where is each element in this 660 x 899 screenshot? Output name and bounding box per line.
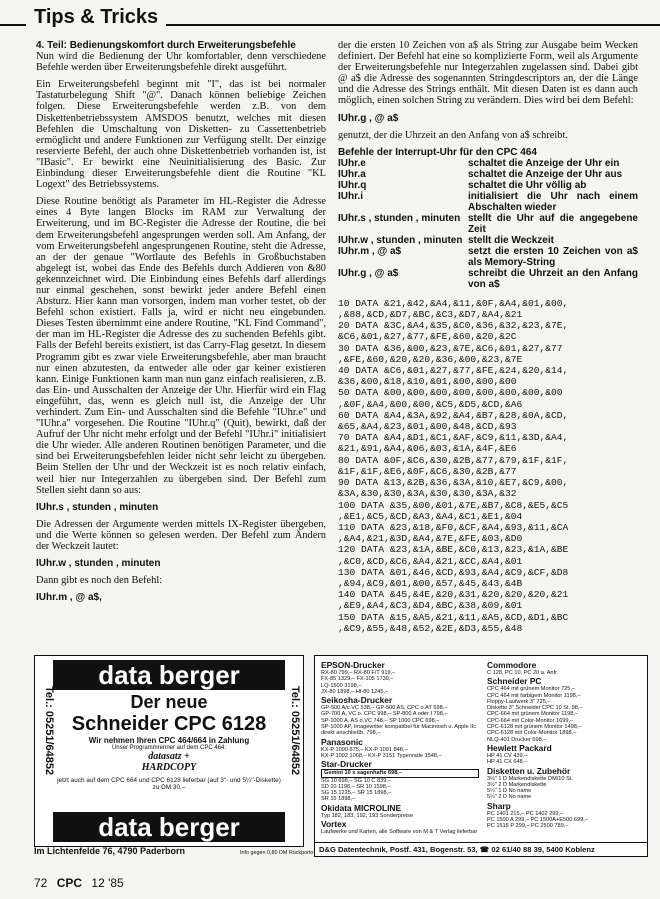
command-example: IUhr.g , @ a$ xyxy=(338,112,399,124)
advert-price-line: LQ-1500 3198,– xyxy=(321,682,362,689)
advert-price-line: SG 15 1225,– SR 15 1898,– xyxy=(321,790,392,797)
advert-price-line: SP-1000 A, AS o.VC 748,– SP 1000 CPC 698,– xyxy=(321,717,440,724)
advert-phone-left: Tel.: 05251/64852 xyxy=(43,686,55,776)
advert-price-line: HP 41 CV 439,– xyxy=(487,752,528,759)
advert-category: Sharp xyxy=(487,800,511,811)
advert-price-line: CPC-664 mit Color-Monitor 1699,– xyxy=(487,717,574,724)
advert-phone-right: Tel.: 05251/64852 xyxy=(289,686,301,776)
command-name: IUhr.w , stunden , minuten xyxy=(338,234,463,246)
paragraph: Die Adressen der Argumente werden mittels IX-Register übergeben, und die Werte können so gelesen werden. Der Befehl zum Ändern der Weckzeit lautet: xyxy=(36,518,326,553)
advert-price-line: 5¼" 2 D No name xyxy=(487,794,532,801)
advert-line: jetzt auch auf dem CPC 664 und CPC 6128 lieferbar (auf 3"- und 5¼"-Diskette) zu DM 30,– xyxy=(57,777,281,791)
dg-datentechnik-advert xyxy=(314,655,648,857)
basic-listing: 10 DATA &21,&42,&A4,&11,&0F,&A4,&01,&00, ,&88,&CD,&D7,&BC,&C3,&D7,&A4,&21 20 DATA &3C,&A4,&35,&C0,&36,&32,&23,&7E, &C6,&01,&27,&77,&FE,&60,&20,&2C 30 DATA &36,&00,&23,&7E,&C6,&01,&27,&77 ,&FE,&60,&20,&20,&36,&00,&23,&7E 40 DATA &C6,&01,&27,&77,&FE,&24,&20,&14, &36,&00,&18,&10,&01,&00,&00,&00 50 DATA &00,&00,&00,&00,&00,&00,&00,&00 ,&0F,&A4,&00,&00,&C5,&D5,&CD,&A6 60 DATA &A4,&3A,&92,&A4,&B7,&28,&0A,&CD, &65,&A4,&23,&01,&00,&48,&CD,&93 70 DATA &A4,&D1,&C1,&AF,&C9,&11,&3D,&A4, &21,&91,&A4,&06,&03,&1A,&4F,&E6 80 DATA &0F,&C6,&30,&2B,&77,&79,&1F,&1F, &1F,&1F,&E6,&0F,&C6,&30,&2B,&77 90 DATA &13,&2B,&36,&3A,&10,&E7,&C9,&00, &3A,&30,&30,&3A,&30,&30,&3A,&32 100 DATA &35,&00,&01,&7E,&B7,&C8,&E5,&C5 ,&E1,&C5,&CD,&A3,&A4,&C1,&E1,&04 110 DATA &23,&18,&F0,&CF,&A4,&93,&11,&CA ,&A4,&21,&3D,&A4,&7E,&FE,&03,&D0 120 DATA &23,&1A,&BE,&C0,&13,&23,&1A,&BE ,&C0,&CD,&C6,&A4,&21,&CC,&A4,&01 130 DATA &01,&46,&CD,&93,&A4,&C9,&CF,&D8 ,&94,&C9,&01,&00,&57,&45,&43,&4B 140 DATA &45,&4E,&20,&31,&20,&20,&20,&21 ,&E9,&A4,&C3,&D4,&BC,&38,&09,&01 150 DATA &15,&A5,&21,&11,&A5,&CD,&D1,&BC ,&C9,&55,&48,&52,&2E,&D3,&55,&48 xyxy=(338,297,569,634)
section-title: Tips & Tricks xyxy=(26,6,166,29)
advert-category: Hewlett Packard xyxy=(487,742,552,753)
advert-category: Schneider PC xyxy=(487,676,542,687)
command-description: schaltet die Anzeige der Uhr ein xyxy=(468,157,620,169)
advert-price-line: NLQ-401 Drucker 698,– xyxy=(487,736,547,743)
advert-category: Vortex xyxy=(321,819,347,830)
advert-footer: D&G Datentechnik, Postf. 431, Bogenstr. 53, ☎ 02 61/40 88 39, 5400 Koblenz xyxy=(315,842,647,856)
command-name: IUhr.s , stunden , minuten xyxy=(338,212,461,224)
advert-price-line: GP-500 A/c.VC 538,– GP-500 AS, CPC o.AT 598,– xyxy=(321,705,448,712)
advert-body xyxy=(57,692,281,791)
advert-category: Panasonic xyxy=(321,736,363,747)
advert-price-line: Floppy-Laufwerk 3" 725,– xyxy=(487,698,551,705)
magazine-name: CPC xyxy=(56,876,83,890)
article-heading: 4. Teil: Bedienungskomfort durch Erweiterungsbefehle xyxy=(36,40,296,51)
command-name: IUhr.e xyxy=(338,157,366,169)
advert-price-line: Laufwerke und Karten, alle Software von M & T Verlag lieferbar xyxy=(321,829,478,836)
paragraph: Dann gibt es noch den Befehl: xyxy=(36,575,163,587)
advert-category: Seikosha-Drucker xyxy=(321,695,393,706)
advert-price-line: GP-700 A, VC o. CPC 998,– SP-800 A oder I 798,– xyxy=(321,711,448,718)
advert-category: Commodore xyxy=(487,660,537,670)
advert-category: Disketten u. Zubehör xyxy=(487,765,571,776)
advert-price-line: CPC-6128 mit grünem Monitor 1498,– xyxy=(487,724,582,731)
advert-price-line: CPC 464 mit grünem Monitor 725,– xyxy=(487,686,575,693)
advert-price-line: 3½" 1 D Markendiskette DM/10 St. xyxy=(487,775,573,782)
command-table-heading: Befehle der Interrupt-Uhr für den CPC 464 xyxy=(338,146,537,158)
advert-price-line: RX-80 799,– RX-80 F/T 919,– xyxy=(321,670,396,676)
command-name: IUhr.a xyxy=(338,168,366,180)
advert-price-line: SP-1000 AP, Imagewriter kompatibel für Macintosh u. Apple IIc direkt anschließb. 798,– xyxy=(321,724,477,737)
command-description: stellt die Weckzeit xyxy=(468,234,554,246)
advert-price-line: FX-85 1329,– FX-105 1739,– xyxy=(321,676,394,683)
advert-price-line: CPC 464 mit farbigem Monitor 1198,– xyxy=(487,692,581,699)
paragraph: Ein Erweiterungsbefehl beginnt mit "I", das ist bei normaler Tastaturbelegung Shift "@". Danach können beliebige Zeichen folgen. Diese Erweiterungsbefehle werden z.B. von dem Diskettenbetriebssystem AMSDOS benutzt, welches mit diesen Befehlen die Umschaltung von Disketten- zu Cassettenbetrieb ermöglicht und andere Funktionen zur Verfügung stellt. Der einzige reservierte Befehl, der auch ohne Diskettenbetrieb vorhanden ist, ist "IBasic". Er bewirkt eine Neuinitialisierung des Basic. Zur Einbindung dieser Erweiterungsbefehle dient die Routine "KL Logext" des Betriebssystems. xyxy=(36,79,326,191)
advert-brand-bottom: data berger xyxy=(53,812,285,842)
advert-price-line: Diskette 3" Schneider CPC 10 St. 98,– xyxy=(487,705,583,712)
paragraph: Diese Routine benötigt als Parameter im HL-Register die Adresse eines 4 Byte langen Blocks im RAM zur Verwaltung der Erweiterung, und im BC-Register die Adresse der Routine, die bei dem Erweiterungsbefehl angesprungen werden soll. Am Anfang, der vom Erweiterungsbefehl angesprungenen Routine, steht die Adresse, an der der genaue "Wortlaute des Befehls in Großbuchstaben abgelegt ist, wobei das Ende des Befehls durch Addieren von &80 gekennzeichnet wird. Die Einbindung eines Befehls darf allerdings nur einmal geschehen, sonst bewirkt jeder andere Befehl einen Absturz. Hier kann man vorsorgen, indem man vorher testet, ob der Befehl schon existiert. Falls ja, wird er nicht neu eingebunden. Dieses Testen übernimmt eine andere Routine, "KL Find Command", der man im HL-Register die Adresse des zu suchenden Befehls gibt. Falls der Befehl bereits existiert, ist das Carry-Flag gesetzt. In diesem Programm gibt es zwar viele Erweiterungsbefehle, aber man braucht nur einen abzutesten, da entweder alle oder gar keiner existieren kann. Einige Funktionen kann man nun ganz einfach realisieren, z.B. das Ein- und Ausschalten der Anzeige der Uhr. Hierfür wird ein Flag eingeführt, das, wenn es gleich null ist, die Anzeige der Uhr verhindert. Zum Ein- und Ausschalten sind die Befehle "IUhr.e" und "IUhr.a" vorgesehen. Die Routine "IUhr.q" (Quit), bewirkt, daß der Aufruf der Uhr nicht mehr erfolgt und der Befehl "IUhr.i" initialisiert die Uhr wieder. Alle anderen Routinen benötigen Parameter, und die sind bei Erweiterungsbefehlen leider nicht sehr leicht zu übergeben. Beim Stellen der Uhr und der Weckzeit ist es noch relativ einfach, weil hier nur Integerzahlen zu übergeben sind. Der Befehl zum Stellen sieht dann so aus: xyxy=(36,196,326,496)
command-description: initialisiert die Uhr nach einem Abschalten wieder xyxy=(468,190,638,213)
advert-price-line: 5¼" 1 D No name xyxy=(487,788,532,795)
article-right-column xyxy=(338,40,638,650)
command-example: IUhr.s , stunden , minuten xyxy=(36,501,159,513)
advert-headline: Schneider CPC 6128 xyxy=(71,713,267,735)
advert-info: Info gegen 0,80 DM Rückporto xyxy=(240,850,314,856)
advert-line: Der neue xyxy=(130,692,208,712)
advert-product: datasatz + xyxy=(148,751,190,762)
paragraph: Nun wird die Bedienung der Uhr komfortabler, denn verschiedene Befehle werden über Erweiterungsbefehle direkt ausgeführt. xyxy=(36,51,326,74)
command-name: IUhr.m , @ a$ xyxy=(338,245,402,257)
advert-price-line: HP 41 CX 648,– xyxy=(487,759,528,766)
advert-price-line: CPC-6128 mit Color-Monitor 1898,– xyxy=(487,730,577,737)
command-name: IUhr.g , @ a$ xyxy=(338,267,399,279)
advert-price-line: CPC-664 mit grünem Monitor 1198,– xyxy=(487,711,578,718)
article-left-column xyxy=(36,40,326,650)
advert-address: Im Lichtenfelde 76, 4790 Paderborn xyxy=(34,846,186,856)
command-example: IUhr.m , @ a$, xyxy=(36,592,102,604)
advert-price-line: PC 1515 P 299,– PC 2500 789,– xyxy=(487,823,569,830)
advert-price-line: SD 10 1198,– SR 10 1598,– xyxy=(321,783,391,790)
page-number: 72 xyxy=(34,876,48,890)
header-dotted-rule xyxy=(620,24,660,26)
advert-price-line: PC 1401 215,– PC 1402 299,– xyxy=(487,810,564,817)
advert-line: Wir nehmen Ihren CPC 464/664 in Zahlung xyxy=(88,736,250,745)
advert-price-line: KX-P 1092 1068,– KX-P 3151 Typenrade 1548,– xyxy=(321,752,442,759)
advert-brand-top: data berger xyxy=(53,660,285,690)
command-table xyxy=(338,158,638,290)
advert-column xyxy=(321,660,479,835)
advert-product: HARDCOPY xyxy=(141,762,197,773)
advert-price-line: SG 10 698,– SG 10 C 839,– xyxy=(321,777,391,784)
page-footer xyxy=(34,876,124,890)
issue-date: 12 '85 xyxy=(91,876,124,890)
advert-category: EPSON-Drucker xyxy=(321,660,385,670)
advert-price-line: Typ 182, 183, 192, 193 Sonderpreise xyxy=(321,812,414,819)
advert-category: Star-Drucker xyxy=(321,759,372,770)
data-berger-advert xyxy=(34,655,304,847)
command-example: IUhr.w , stunden , minuten xyxy=(36,558,161,570)
advert-price-line: JX-80 1898,– HI-80 1245,– xyxy=(321,688,389,695)
advert-price-line: PC 1500 A 299,– PC 1500A+E500 699,– xyxy=(487,817,588,824)
page-header xyxy=(0,0,660,40)
advert-price-line: KX-P 1090 675,– KX-P 1091 848,– xyxy=(321,746,408,753)
advert-line: Unser Programmrenner auf dem CPC 464: xyxy=(111,745,227,751)
advert-category: Okidata MICROLINE xyxy=(321,802,402,813)
command-description: schaltet die Anzeige der Uhr aus xyxy=(468,168,623,180)
advert-column xyxy=(487,660,641,830)
paragraph: der die ersten 10 Zeichen von a$ als String zur Ausgabe beim Wecken definiert. Der Befehl hat eine so komplizierte Form, weil als Argumente der Erweiterungsbefehle nur Integerzahlen zugelassen sind. Dabei gibt @ a$ die Adresse des sogenannten Stringdescriptors an, der die Länge und die Adresse des Strings enthält. Mit diesen Daten ist es dann auch möglich, einen solchen String zu verändern. Dies wird bei dem Befehl: xyxy=(338,40,638,107)
command-name: IUhr.i xyxy=(338,190,364,202)
command-description: stellt die Uhr auf die angegebene Zeit xyxy=(468,212,638,235)
advert-offer: Gemini 10 x sagenhafte 698,– xyxy=(321,769,479,777)
advert-price-line: C 128, PC 10, PC 20 a. Anfr. xyxy=(487,670,559,676)
advert-price-line: SR 15 1898,– xyxy=(321,796,356,803)
command-description: schaltet die Uhr völlig ab xyxy=(468,179,587,191)
command-description: schreibt die Uhrzeit an den Anfang von a$ xyxy=(468,267,638,290)
advert-price-line: 3½" 2 D Markendiskette xyxy=(487,781,547,788)
command-description: setzt die ersten 10 Zeichen von a$ als Memory-String xyxy=(468,245,638,268)
command-name: IUhr.q xyxy=(338,179,367,191)
paragraph: genutzt, der die Uhrzeit an den Anfang von a$ schreibt. xyxy=(338,129,568,141)
